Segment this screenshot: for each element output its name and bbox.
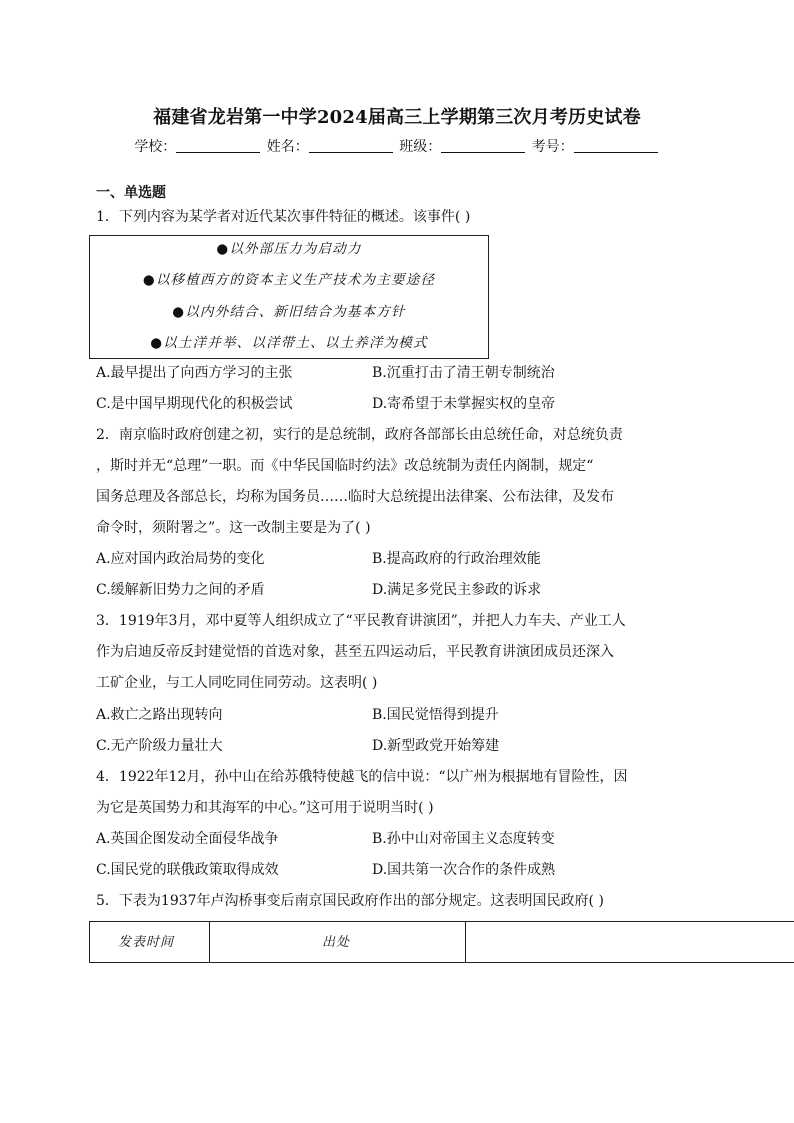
q5-table-header-date: 发表时间 [118, 935, 175, 950]
class-label: 班级： [399, 139, 442, 155]
q1-option-d[interactable]: D.寄希望于未掌握实权的皇帝 [372, 396, 556, 412]
q5-table-header-source: 出处 [322, 935, 351, 950]
exam-title: 福建省龙岩第一中学2024届高三上学期第三次月考历史试卷 [153, 107, 641, 128]
id-label: 考号： [531, 139, 574, 155]
q4-option-d[interactable]: D.国共第一次合作的条件成熟 [372, 862, 556, 878]
q2-line-2: ，斯时并无“总理”一职。而《中华民国临时约法》改总统制为责任内阁制，规定“ [96, 458, 594, 474]
q5-stem: 5．下表为1937年卢沟桥事变后南京国民政府作出的部分规定。这表明国民政府( ) [96, 893, 604, 909]
q4-line-2: 为它是英国势力和其海军的中心。”这可用于说明当时( ) [96, 800, 434, 816]
q1-quote-4: ●以土洋并举、以洋带土、以土养洋为模式 [150, 335, 428, 351]
q2-line-3: 国务总理及各部总长，均称为国务员……临时大总统提出法律案、公布法律，及发布 [96, 489, 614, 505]
q1-quote-3: ●以内外结合、新旧结合为基本方针 [172, 304, 406, 320]
q4-option-b[interactable]: B.孙中山对帝国主义态度转变 [372, 831, 555, 847]
q5-table [89, 921, 794, 963]
name-blank[interactable] [309, 138, 393, 153]
q1-option-c[interactable]: C.是中国早期现代化的积极尝试 [96, 396, 293, 412]
q1-quote-1: ●以外部压力为启动力 [216, 241, 362, 257]
q3-option-d[interactable]: D.新型政党开始筹建 [372, 738, 500, 754]
class-blank[interactable] [441, 138, 525, 153]
q3-line-2: 作为启迪反帝反封建觉悟的首选对象，甚至五四运动后，平民教育讲演团成员还深入 [96, 644, 614, 660]
student-info-line [0, 136, 794, 156]
q2-option-a[interactable]: A.应对国内政治局势的变化 [96, 551, 265, 567]
q2-option-c[interactable]: C.缓解新旧势力之间的矛盾 [96, 582, 265, 598]
q2-option-d[interactable]: D.满足多党民主参政的诉求 [372, 582, 542, 598]
q3-option-c[interactable]: C.无产阶级力量壮大 [96, 738, 223, 754]
q3-line-3: 工矿企业，与工人同吃同住同劳动。这表明( ) [96, 675, 378, 691]
q5-table-divider-1 [209, 922, 210, 962]
q1-quote-box [89, 235, 489, 359]
q4-option-c[interactable]: C.国民党的联俄政策取得成效 [96, 862, 279, 878]
school-blank[interactable] [176, 138, 260, 153]
q1-option-b[interactable]: B.沉重打击了清王朝专制统治 [372, 365, 555, 381]
q5-table-divider-2 [465, 922, 466, 962]
q1-stem: 1．下列内容为某学者对近代某次事件特征的概述。该事件( ) [96, 209, 471, 225]
q3-option-b[interactable]: B.国民觉悟得到提升 [372, 707, 499, 723]
id-blank[interactable] [574, 138, 658, 153]
school-label: 学校： [134, 139, 177, 155]
q1-quote-2: ●以移植西方的资本主义生产技术为主要途径 [142, 272, 436, 288]
q1-option-a[interactable]: A.最早提出了向西方学习的主张 [96, 365, 293, 381]
q3-line-1: 3．1919年3月，邓中夏等人组织成立了“平民教育讲演团”，并把人力车夫、产业工人 [96, 613, 626, 629]
name-label: 姓名： [266, 139, 309, 155]
q4-line-1: 4．1922年12月，孙中山在给苏俄特使越飞的信中说：“以广州为根据地有冒险性，因 [96, 769, 628, 785]
q4-option-a[interactable]: A.英国企图发动全面侵华战争 [96, 831, 279, 847]
q2-line-4: 命令时，须附署之”。这一改制主要是为了( ) [96, 520, 371, 536]
q3-option-a[interactable]: A.救亡之路出现转向 [96, 707, 223, 723]
q2-line-1: 2．南京临时政府创建之初，实行的是总统制，政府各部部长由总统任命，对总统负责 [96, 427, 623, 443]
q2-option-b[interactable]: B.提高政府的行政治理效能 [372, 551, 541, 567]
section-heading: 一、单选题 [96, 185, 166, 201]
